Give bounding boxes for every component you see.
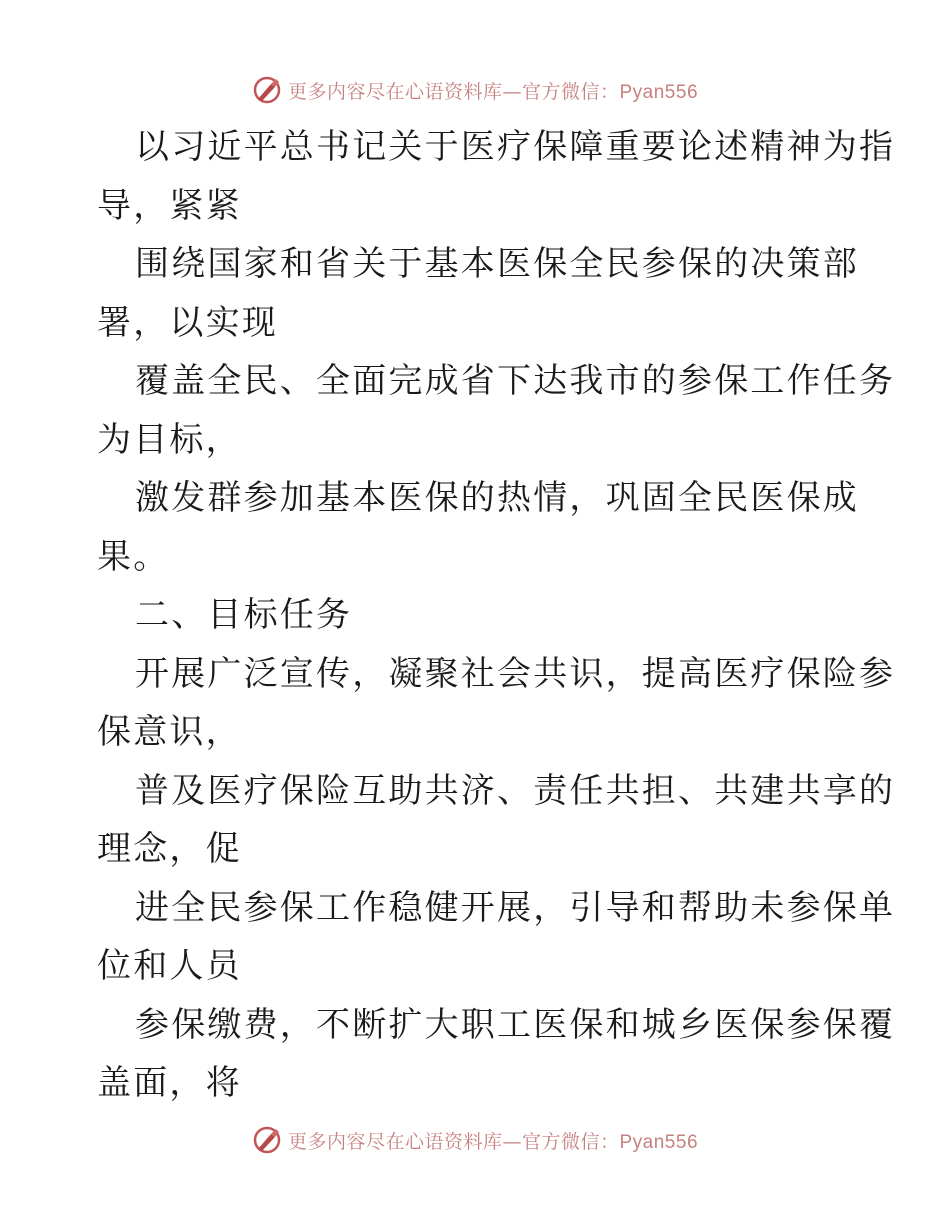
brand (252, 75, 698, 105)
page-header-watermark (0, 70, 950, 110)
body-line: 盖面，将 (97, 1063, 242, 1103)
page-footer-watermark (0, 1120, 950, 1160)
body-line: 署，以实现 (97, 302, 278, 343)
footer-brand-text: 更多内容尽在心语资料库—官方微信： (287, 1130, 620, 1153)
body-line: 参保缴费，不断扩大职工医保和城乡医保参保覆 (135, 1004, 896, 1045)
footer-wechat-handle: Pyan556 (619, 1131, 699, 1153)
body-line: 覆盖全民、全面完成省下达我市的参保工作任务 (135, 361, 896, 401)
brand (252, 1125, 698, 1155)
header-wechat-handle: Pyan556 (619, 81, 699, 103)
body-line: 进全民参保工作稳健开展，引导和帮助未参保单 (135, 887, 896, 928)
body-line: 理念，促 (97, 829, 242, 869)
body-line: 围绕国家和省关于基本医保全民参保的决策部 (135, 244, 859, 284)
pen-logo-icon (252, 75, 282, 105)
section-heading: 二、目标任务 (135, 595, 353, 635)
body-line: 普及医疗保险互助共济、责任共担、共建共享的 (135, 770, 896, 811)
body-line: 为目标， (97, 419, 242, 460)
body-line: 位和人员 (97, 946, 242, 986)
document-body (97, 118, 896, 1113)
header-brand-text: 更多内容尽在心语资料库—官方微信： (287, 80, 620, 103)
body-line: 以习近平总书记关于医疗保障重要论述精神为指 (135, 127, 896, 167)
body-line: 保意识， (97, 712, 242, 752)
pen-logo-icon (252, 1125, 282, 1155)
body-line: 激发群参加基本医保的热情，巩固全民医保成 (135, 478, 859, 518)
body-line: 导，紧紧 (97, 185, 242, 226)
body-line: 果。 (97, 536, 170, 577)
body-line: 开展广泛宣传，凝聚社会共识，提高医疗保险参 (135, 653, 896, 694)
